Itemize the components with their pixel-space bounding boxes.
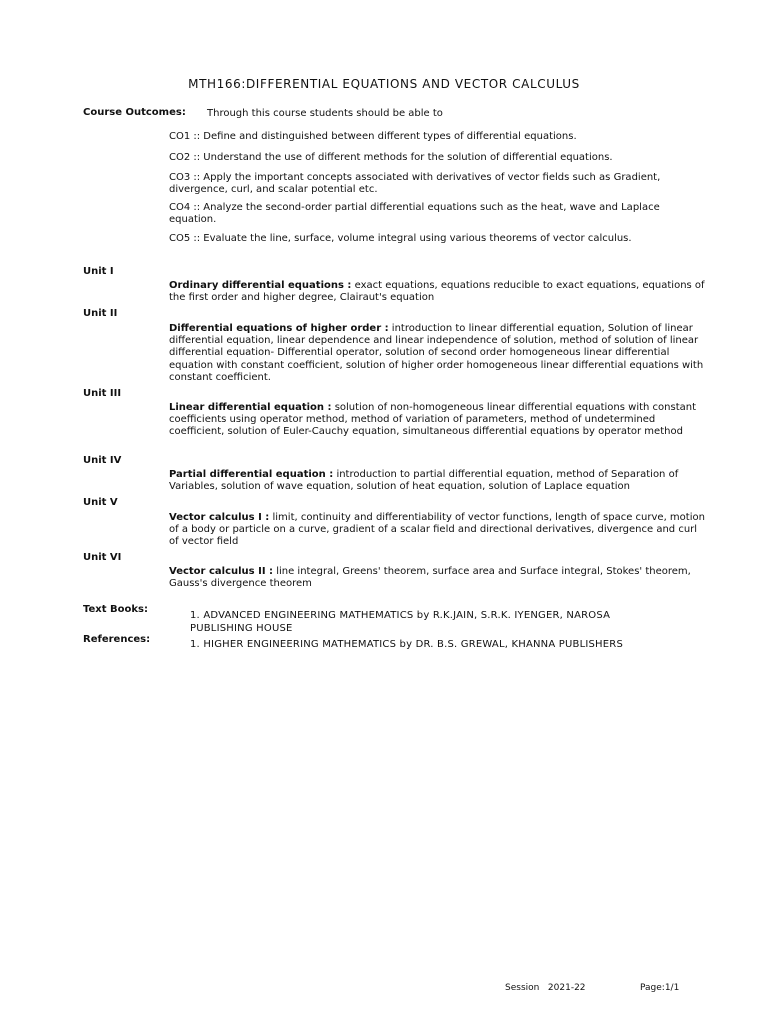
unit-4-label: Unit IV: [83, 455, 122, 466]
unit-4-heading: Partial differential equation :: [169, 469, 334, 480]
course-outcome-1: CO1 :: Define and distinguished between different types of differential equations.: [169, 131, 577, 142]
unit-6-heading: Vector calculus II :: [169, 566, 274, 577]
course-outcome-4: CO4 :: Analyze the second-order partial differential equations such as the heat, wave and Laplace equation.: [169, 202, 660, 225]
text-books-label: Text Books:: [83, 604, 148, 615]
course-title: MTH166:DIFFERENTIAL EQUATIONS AND VECTOR CALCULUS: [188, 77, 580, 91]
unit-1-text: exact equations, equations reducible to exact equations, equations of the first order and higher degree, Clairaut's equation: [169, 280, 705, 304]
unit-6-label: Unit VI: [83, 552, 122, 563]
unit-6-text: line integral, Greens' theorem, surface area and Surface integral, Stokes' theorem, Gauss's divergence theorem: [169, 566, 691, 590]
text-book-item: 1. ADVANCED ENGINEERING MATHEMATICS by R.K.JAIN, S.R.K. IYENGER, NAROSA PUBLISHING HOUSE: [190, 610, 611, 634]
unit-1-label: Unit I: [83, 266, 114, 277]
course-outcome-3: CO3 :: Apply the important concepts associated with derivatives of vector fields such as Gradient, divergence, curl, and scalar potential etc.: [169, 172, 661, 195]
unit-5-content: [169, 512, 709, 549]
unit-3-label: Unit III: [83, 388, 122, 399]
unit-1-content: [169, 280, 709, 304]
course-outcome-2: CO2 :: Understand the use of different methods for the solution of differential equations.: [169, 152, 613, 163]
course-outcome-5: CO5 :: Evaluate the line, surface, volume integral using various theorems of vector calculus.: [169, 233, 632, 244]
course-outcomes-intro: Through this course students should be able to: [207, 108, 443, 119]
unit-4-content: [169, 469, 709, 493]
unit-3-text: solution of non-homogeneous linear differential equations with constant coefficients using operator method, method of variation of parameters, method of undetermined coefficient, solution of Euler-Cauchy equation, simultaneous differential equations by operator method: [169, 402, 697, 438]
course-outcomes-label: Course Outcomes:: [83, 107, 186, 118]
page-number: Page:1/1: [640, 983, 680, 993]
references-label: References:: [83, 634, 151, 645]
unit-3-heading: Linear differential equation :: [169, 402, 332, 413]
unit-4-text: introduction to partial differential equation, method of Separation of Variables, solution of wave equation, solution of heat equation, solution of Laplace equation: [169, 469, 679, 493]
unit-6-content: [169, 566, 709, 590]
unit-5-heading: Vector calculus I :: [169, 512, 270, 523]
unit-3-content: [169, 402, 709, 439]
unit-5-text: limit, continuity and differentiability of vector functions, length of space curve, motion of a body or particle on a curve, gradient of a scalar field and directional derivatives, divergence and curl of vector field: [169, 512, 705, 548]
unit-2-text: introduction to linear differential equation, Solution of linear differential equation, linear dependence and linear independence of solution, method of solution of linear differential equation- Differential operator, solution of second order homogeneous linear differential equation with constant coefficient, solution of higher order homogeneous linear differential equations with constant coefficient.: [169, 323, 704, 383]
unit-2-heading: Differential equations of higher order :: [169, 323, 389, 334]
unit-2-label: Unit II: [83, 308, 118, 319]
reference-item: 1. HIGHER ENGINEERING MATHEMATICS by DR. B.S. GREWAL, KHANNA PUBLISHERS: [190, 639, 623, 650]
unit-1-heading: Ordinary differential equations :: [169, 280, 352, 291]
unit-5-label: Unit V: [83, 497, 118, 508]
session-info: Session 2021-22: [505, 983, 586, 993]
unit-2-content: [169, 323, 709, 384]
